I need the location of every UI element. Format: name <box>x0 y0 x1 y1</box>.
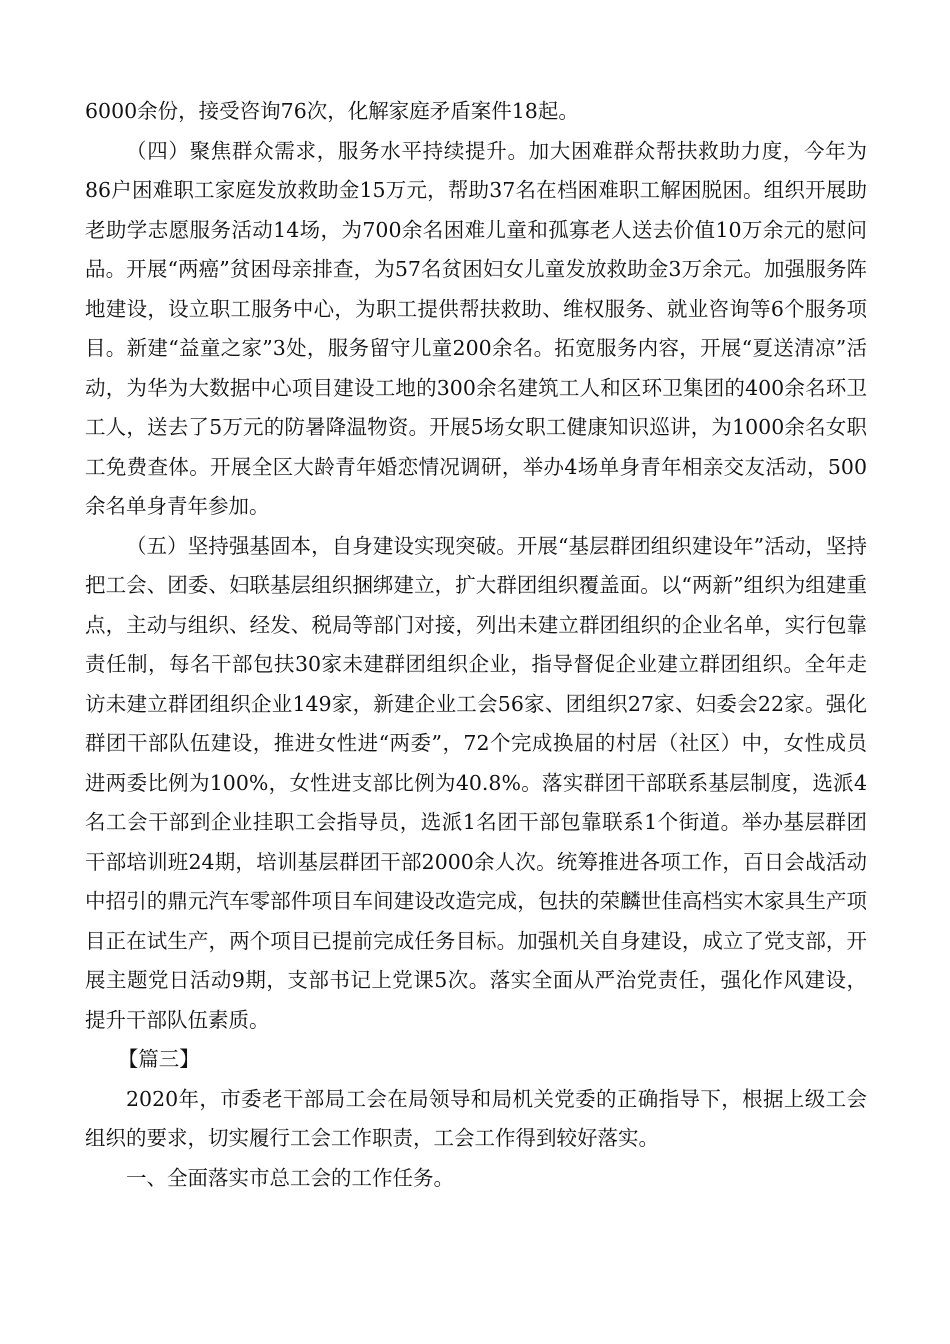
paragraph-chapter-intro: 2020年，市委老干部局工会在局领导和局机关党委的正确指导下，根据上级工会组织的要求，切实履行工会工作职责，工会工作得到较好落实。 <box>85 1086 867 1150</box>
section-heading-one: 一、全面落实市总工会的工作任务。 <box>126 1165 454 1190</box>
paragraph-continuation: 6000余份，接受咨询76次，化解家庭矛盾案件18起。 <box>85 99 579 123</box>
document-page <box>85 92 867 1198</box>
paragraph-section-four: （四）聚焦群众需求，服务水平持续提升。加大困难群众帮扶救助力度，今年为86户困难职工家庭发放救助金15万元，帮助37名在档困难职工解困脱困。组织开展助老助学志愿服务活动14场，为700余名困难儿童和孤寡老人送去价值10万余元的慰问品。开展“两癌”贫困母亲排查，为57名贫困妇女儿童发放救助金3万余元。加强服务阵地建设，设立职工服务中心，为职工提供帮扶救助、维权服务、就业咨询等6个服务项目。新建“益童之家”3处，服务留守儿童200余名。拓宽服务内容，开展“夏送清凉”活动，为华为大数据中心项目建设工地的300余名建筑工人和区环卫集团的400余名环卫工人，送去了5万元的防暑降温物资。开展5场女职工健康知识巡讲，为1000余名女职工免费查体。开展全区大龄青年婚恋情况调研，举办4场单身青年相亲交友活动，500余名单身青年参加。 <box>85 138 867 518</box>
paragraph-section-five: （五）坚持强基固本，自身建设实现突破。开展“基层群团组织建设年”活动，坚持把工会、团委、妇联基层组织捆绑建立，扩大群团组织覆盖面。以“两新”组织为组建重点，主动与组织、经发、税局等部门对接，列出未建立群团组织的企业名单，实行包靠责任制，每名干部包扶30家未建群团组织企业，指导督促企业建立群团组织。全年走访未建立群团组织企业149家，新建企业工会56家、团组织27家、妇委会22家。强化群团干部队伍建设，推进女性进“两委”，72个完成换届的村居（社区）中，女性成员进两委比例为100%，女性进支部比例为40.8%。落实群团干部联系基层制度，选派4名工会干部到企业挂职工会指导员，选派1名团干部包靠联系1个街道。举办基层群团干部培训班24期，培训基层群团干部2000余人次。统筹推进各项工作，百日会战活动中招引的鼎元汽车零部件项目车间建设改造完成，包扶的荣麟世佳高档实木家具生产项目正在试生产，两个项目已提前完成任务目标。加强机关自身建设，成立了党支部，开展主题党日活动9期，支部书记上党课5次。落实全面从严治党责任，强化作风建设，提升干部队伍素质。 <box>85 533 867 1032</box>
chapter-heading: 【篇三】 <box>117 1047 200 1071</box>
